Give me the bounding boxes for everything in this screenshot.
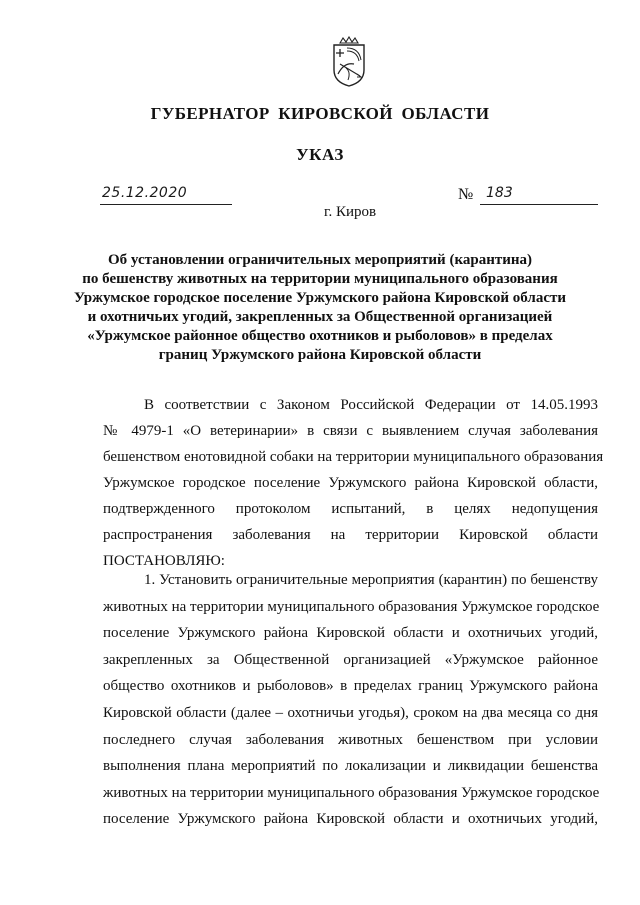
number-line	[480, 186, 598, 205]
document-date: 25.12.2020	[102, 185, 188, 201]
coat-of-arms-emblem	[326, 36, 372, 88]
title-line: границ Уржумского района Кировской области	[158, 347, 482, 363]
item-1-line: животных на территории муниципального образования Уржумское городское	[103, 784, 600, 801]
preamble-paragraph	[103, 392, 604, 574]
preamble-line: Уржумское городское поселение Уржумского района Кировской области,	[103, 475, 598, 491]
number-sign: №	[458, 186, 474, 203]
item-1-line: животных на территории муниципального образования Уржумское городское	[103, 598, 600, 615]
document-type: УКАЗ	[296, 145, 344, 164]
title-line: и охотничьих угодий, закрепленных за Общественной организацией	[87, 309, 553, 325]
item-1-line: Кировской области (далее – охотничьи угодья), сроком на два месяца со дня	[103, 704, 598, 721]
title-line: по бешенству животных на территории муниципального образования	[82, 271, 558, 287]
item-1-line: выполнения плана мероприятий по локализации и ликвидации бешенства	[103, 758, 598, 775]
document-number: 183	[486, 185, 513, 201]
decree-keyword: ПОСТАНОВЛЯЮ:	[103, 553, 225, 569]
item-1-line: закрепленных за Общественной организацией «Уржумское районное	[103, 651, 598, 668]
title-line: «Уржумское районное общество охотников и рыболовов» в пределах	[87, 328, 553, 344]
city-name: г. Киров	[324, 204, 377, 220]
preamble-line: распространения заболевания на территории Кировской области	[103, 527, 598, 543]
item-1-line: общество охотников и рыболовов» в пределах границ Уржумского района	[103, 678, 598, 695]
issuing-authority: ГУБЕРНАТОР КИРОВСКОЙ ОБЛАСТИ	[150, 104, 490, 123]
item-1-line: поселение Уржумского района Кировской области и охотничьих угодий,	[103, 625, 598, 642]
preamble-line: подтвержденного протоколом испытаний, в целях недопущения	[103, 501, 598, 517]
item-1-line: 1. Установить ограничительные мероприятия (карантин) по бешенству	[144, 572, 598, 588]
title-line: Об установлении ограничительных мероприятий (карантина)	[107, 252, 532, 268]
document-title	[60, 251, 580, 365]
preamble-line: В соответствии с Законом Российской Федерации от 14.05.1993	[144, 397, 598, 413]
item-1-paragraph	[103, 567, 598, 833]
item-1-line: поселение Уржумского района Кировской области и охотничьих угодий,	[103, 811, 598, 828]
preamble-line: бешенством енотовидной собаки на территории муниципального образования	[103, 449, 604, 465]
item-1-line: последнего случая заболевания животных бешенством при условии	[103, 731, 598, 748]
date-line	[100, 186, 232, 205]
preamble-line: № 4979-1 «О ветеринарии» в связи с выявлением случая заболевания	[103, 423, 598, 439]
title-line: Уржумское городское поселение Уржумского района Кировской области	[73, 290, 567, 306]
